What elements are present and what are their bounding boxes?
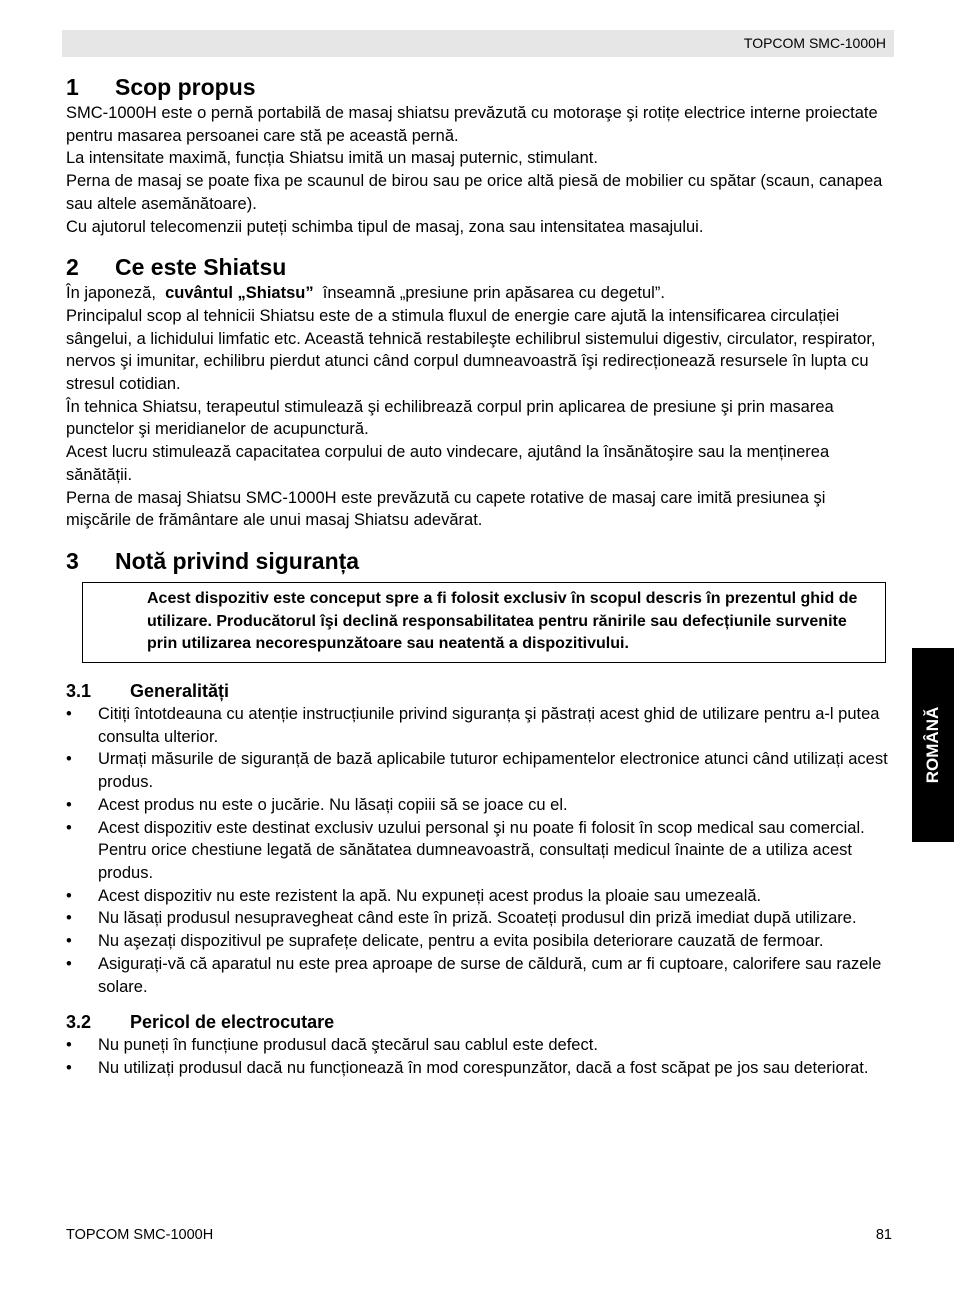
list-item	[66, 907, 894, 930]
paragraph: În tehnica Shiatsu, terapeutul stimulează şi echilibrează corpul prin aplicarea de presiune şi prin masarea punctelor şi meridianelor de acupunctură.	[66, 397, 834, 439]
list-item	[66, 703, 894, 748]
section-title: Notă privind siguranța	[115, 547, 360, 574]
paragraph: Perna de masaj se poate fixa pe scaunul de birou sau pe orice altă piesă de mobilier cu spătar (scaun, canapea sau altele asemănătoare).	[66, 172, 883, 213]
safety-warning-box: Acest dispozitiv este conceput spre a fi folosit exclusiv în scopul descris în prezentul ghid de utilizare. Producătorul îşi declină responsabilitatea pentru rănirile sau defecțiunile survenite prin utilizarea necorespunzătoare sau neatentă a dispozitivului.	[82, 582, 886, 663]
list-item-text: Urmați măsurile de siguranță de bază aplicabile tuturor echipamentelor electronice atunci când utilizați acest produs.	[98, 750, 888, 792]
shiatsu-definition	[66, 282, 894, 305]
section-2-heading	[66, 252, 894, 282]
intro-pre: În japoneză,	[66, 284, 166, 303]
section-number: 3	[66, 547, 79, 574]
bullet: •	[66, 932, 72, 951]
subsection-title: Pericol de electrocutare	[130, 1012, 335, 1033]
bullet: •	[66, 909, 72, 928]
page-content	[66, 72, 894, 1080]
bullet: •	[66, 750, 72, 769]
paragraph: La intensitate maximă, funcția Shiatsu imită un masaj puternic, stimulant.	[66, 149, 598, 168]
list-item-text: Nu utilizați produsul dacă nu funcționează în mod corespunzător, dacă a fost scăpat pe jos sau deteriorat.	[98, 1058, 869, 1077]
list-item-text: Acest dispozitiv este destinat exclusiv uzului personal şi nu poate fi folosit în scop medical sau comercial. Pentru orice chestiune legată de sănătatea dumneavoastră, consultați medicul înainte de a utiliza acest produs.	[98, 818, 865, 882]
paragraph: Cu ajutorul telecomenzii puteți schimba tipul de masaj, zona sau intensitatea masajului.	[66, 217, 704, 236]
paragraph: Perna de masaj Shiatsu SMC-1000H este prevăzută cu capete rotative de masaj care imită presiunea şi mişcările de frământare ale unui masaj Shiatsu adevărat.	[66, 488, 826, 530]
section-number: 1	[66, 74, 79, 100]
list-item-text: Acest produs nu este o jucărie. Nu lăsați copiii să se joace cu el.	[98, 795, 568, 814]
paragraph: SMC-1000H este o pernă portabilă de masaj shiatsu prevăzută cu motoraşe şi rotițe electrice interne proiectate pentru masarea persoanei care stă pe această pernă.	[66, 104, 878, 145]
section-number: 2	[66, 254, 79, 281]
bullet: •	[66, 1058, 72, 1077]
list-item-text: Nu aşezați dispozitivul pe suprafețe delicate, pentru a evita posibila deteriorare cauzată de fermoar.	[98, 932, 824, 951]
list-item	[66, 794, 894, 817]
list-item	[66, 817, 894, 885]
subsection-number: 3.1	[66, 681, 92, 702]
intro-post: înseamnă „presiune prin apăsarea cu degetul”.	[313, 284, 665, 303]
intro-bold-term: cuvântul „Shiatsu”	[165, 284, 314, 303]
list-item	[66, 1057, 894, 1080]
list-item	[66, 1034, 894, 1057]
list-item	[66, 748, 894, 793]
paragraph: Principalul scop al tehnicii Shiatsu este de a stimula fluxul de energie care ajută la intensificarea circulației sângelui, a lichidului limfatic etc. Această tehnică restabileşte echilibrul sistemului digestiv, circulator, respirator, nervos şi imunitar, echilibru pierdut atunci când corpul dumneavoastră îşi redirecționează resursele în lupta cu stresul cotidian.	[66, 306, 876, 394]
section-title: Ce este Shiatsu	[115, 254, 287, 281]
bullet: •	[66, 818, 72, 837]
language-side-tab	[912, 648, 954, 842]
list-item-text: Citiți întotdeauna cu atenție instrucțiunile privind siguranța şi păstrați acest ghid de utilizare pentru a-l putea consulta ulterior.	[98, 705, 880, 746]
list-item-text: Nu puneți în funcțiune produsul dacă ştecărul sau cablul este defect.	[98, 1036, 598, 1055]
bullet: •	[66, 705, 72, 724]
subsection-3-1-heading	[66, 679, 894, 703]
bullet: •	[66, 1036, 72, 1055]
language-label: ROMÂNĂ	[923, 706, 942, 784]
general-safety-list	[66, 703, 894, 998]
section-1-heading	[66, 72, 894, 102]
paragraph: Acest lucru stimulează capacitatea corpului de auto vindecare, ajutând la însănătoşire sau la menținerea sănătății.	[66, 443, 830, 484]
electrocution-list	[66, 1034, 894, 1079]
section-3-heading	[66, 546, 894, 576]
bullet: •	[66, 886, 72, 905]
section-title: Scop propus	[115, 74, 256, 100]
list-item-text: Acest dispozitiv nu este rezistent la apă. Nu expuneți acest produs la ploaie sau umezeală.	[98, 886, 762, 905]
list-item-text: Asigurați-vă că aparatul nu este prea aproape de surse de căldură, cum ar fi cuptoare, calorifere sau razele solare.	[98, 954, 882, 996]
bullet: •	[66, 795, 72, 814]
footer-product: TOPCOM SMC-1000H	[66, 1227, 214, 1243]
list-item-text: Nu lăsați produsul nesupravegheat când este în priză. Scoateți produsul din priză imediat după utilizare.	[98, 909, 857, 928]
header-product: TOPCOM SMC-1000H	[743, 35, 886, 51]
header-bar	[62, 30, 894, 57]
subsection-number: 3.2	[66, 1012, 92, 1033]
list-item	[66, 930, 894, 953]
list-item	[66, 953, 894, 998]
subsection-title: Generalități	[130, 681, 230, 702]
bullet: •	[66, 954, 72, 973]
page-number: 81	[875, 1227, 892, 1243]
subsection-3-2-heading	[66, 1010, 894, 1034]
list-item	[66, 885, 894, 908]
